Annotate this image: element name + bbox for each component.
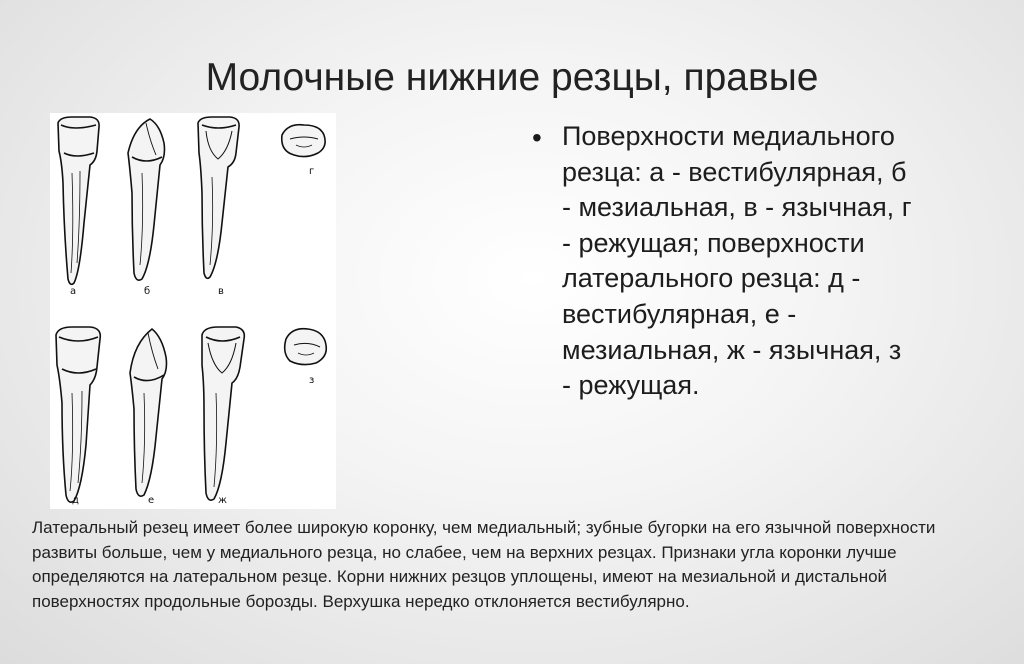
tooth-zh-lingual bbox=[202, 327, 244, 500]
tooth-g-incisal bbox=[282, 125, 325, 157]
bullet-icon: • bbox=[532, 122, 542, 153]
label-zh: ж bbox=[218, 495, 228, 506]
tooth-v-lingual bbox=[198, 117, 239, 278]
label-b: б bbox=[144, 286, 151, 297]
teeth-illustration bbox=[50, 113, 336, 509]
label-d: д bbox=[72, 495, 79, 506]
caption-text: Латеральный резец имеет более широкую коронку, чем медиальный; зубные бугорки на его язычной поверхности развиты больше, чем у медиального резца, но слабее, чем на верхних резцах. Признаки угла коронки лучше определяются на латеральном резце. Корни нижних резцов уплощены, имеют на мезиальной и дистальной поверхностях продольные борозды. Верхушка нередко отклоняется вестибулярно. bbox=[32, 518, 936, 611]
label-z: з bbox=[309, 375, 315, 386]
label-a: а bbox=[70, 286, 77, 297]
tooth-b-mesial bbox=[128, 119, 165, 280]
tooth-e-mesial bbox=[130, 329, 167, 496]
bullet-text: Поверхности медиального резца: а - вестибулярная, б - мезиальная, в - язычная, г - режущая; поверхности латерального резца: д - вестибулярная, е - мезиальная, ж - язычная, з - режущая. bbox=[562, 121, 912, 401]
tooth-a-vestibular bbox=[58, 117, 99, 284]
label-g: г bbox=[309, 166, 315, 177]
teeth-drawing bbox=[50, 113, 336, 509]
tooth-d-vestibular bbox=[56, 327, 100, 502]
label-v: в bbox=[218, 286, 224, 297]
tooth-z-incisal bbox=[285, 329, 327, 365]
label-e: е bbox=[148, 495, 155, 506]
slide-title: Молочные нижние резцы, правые bbox=[205, 56, 819, 99]
